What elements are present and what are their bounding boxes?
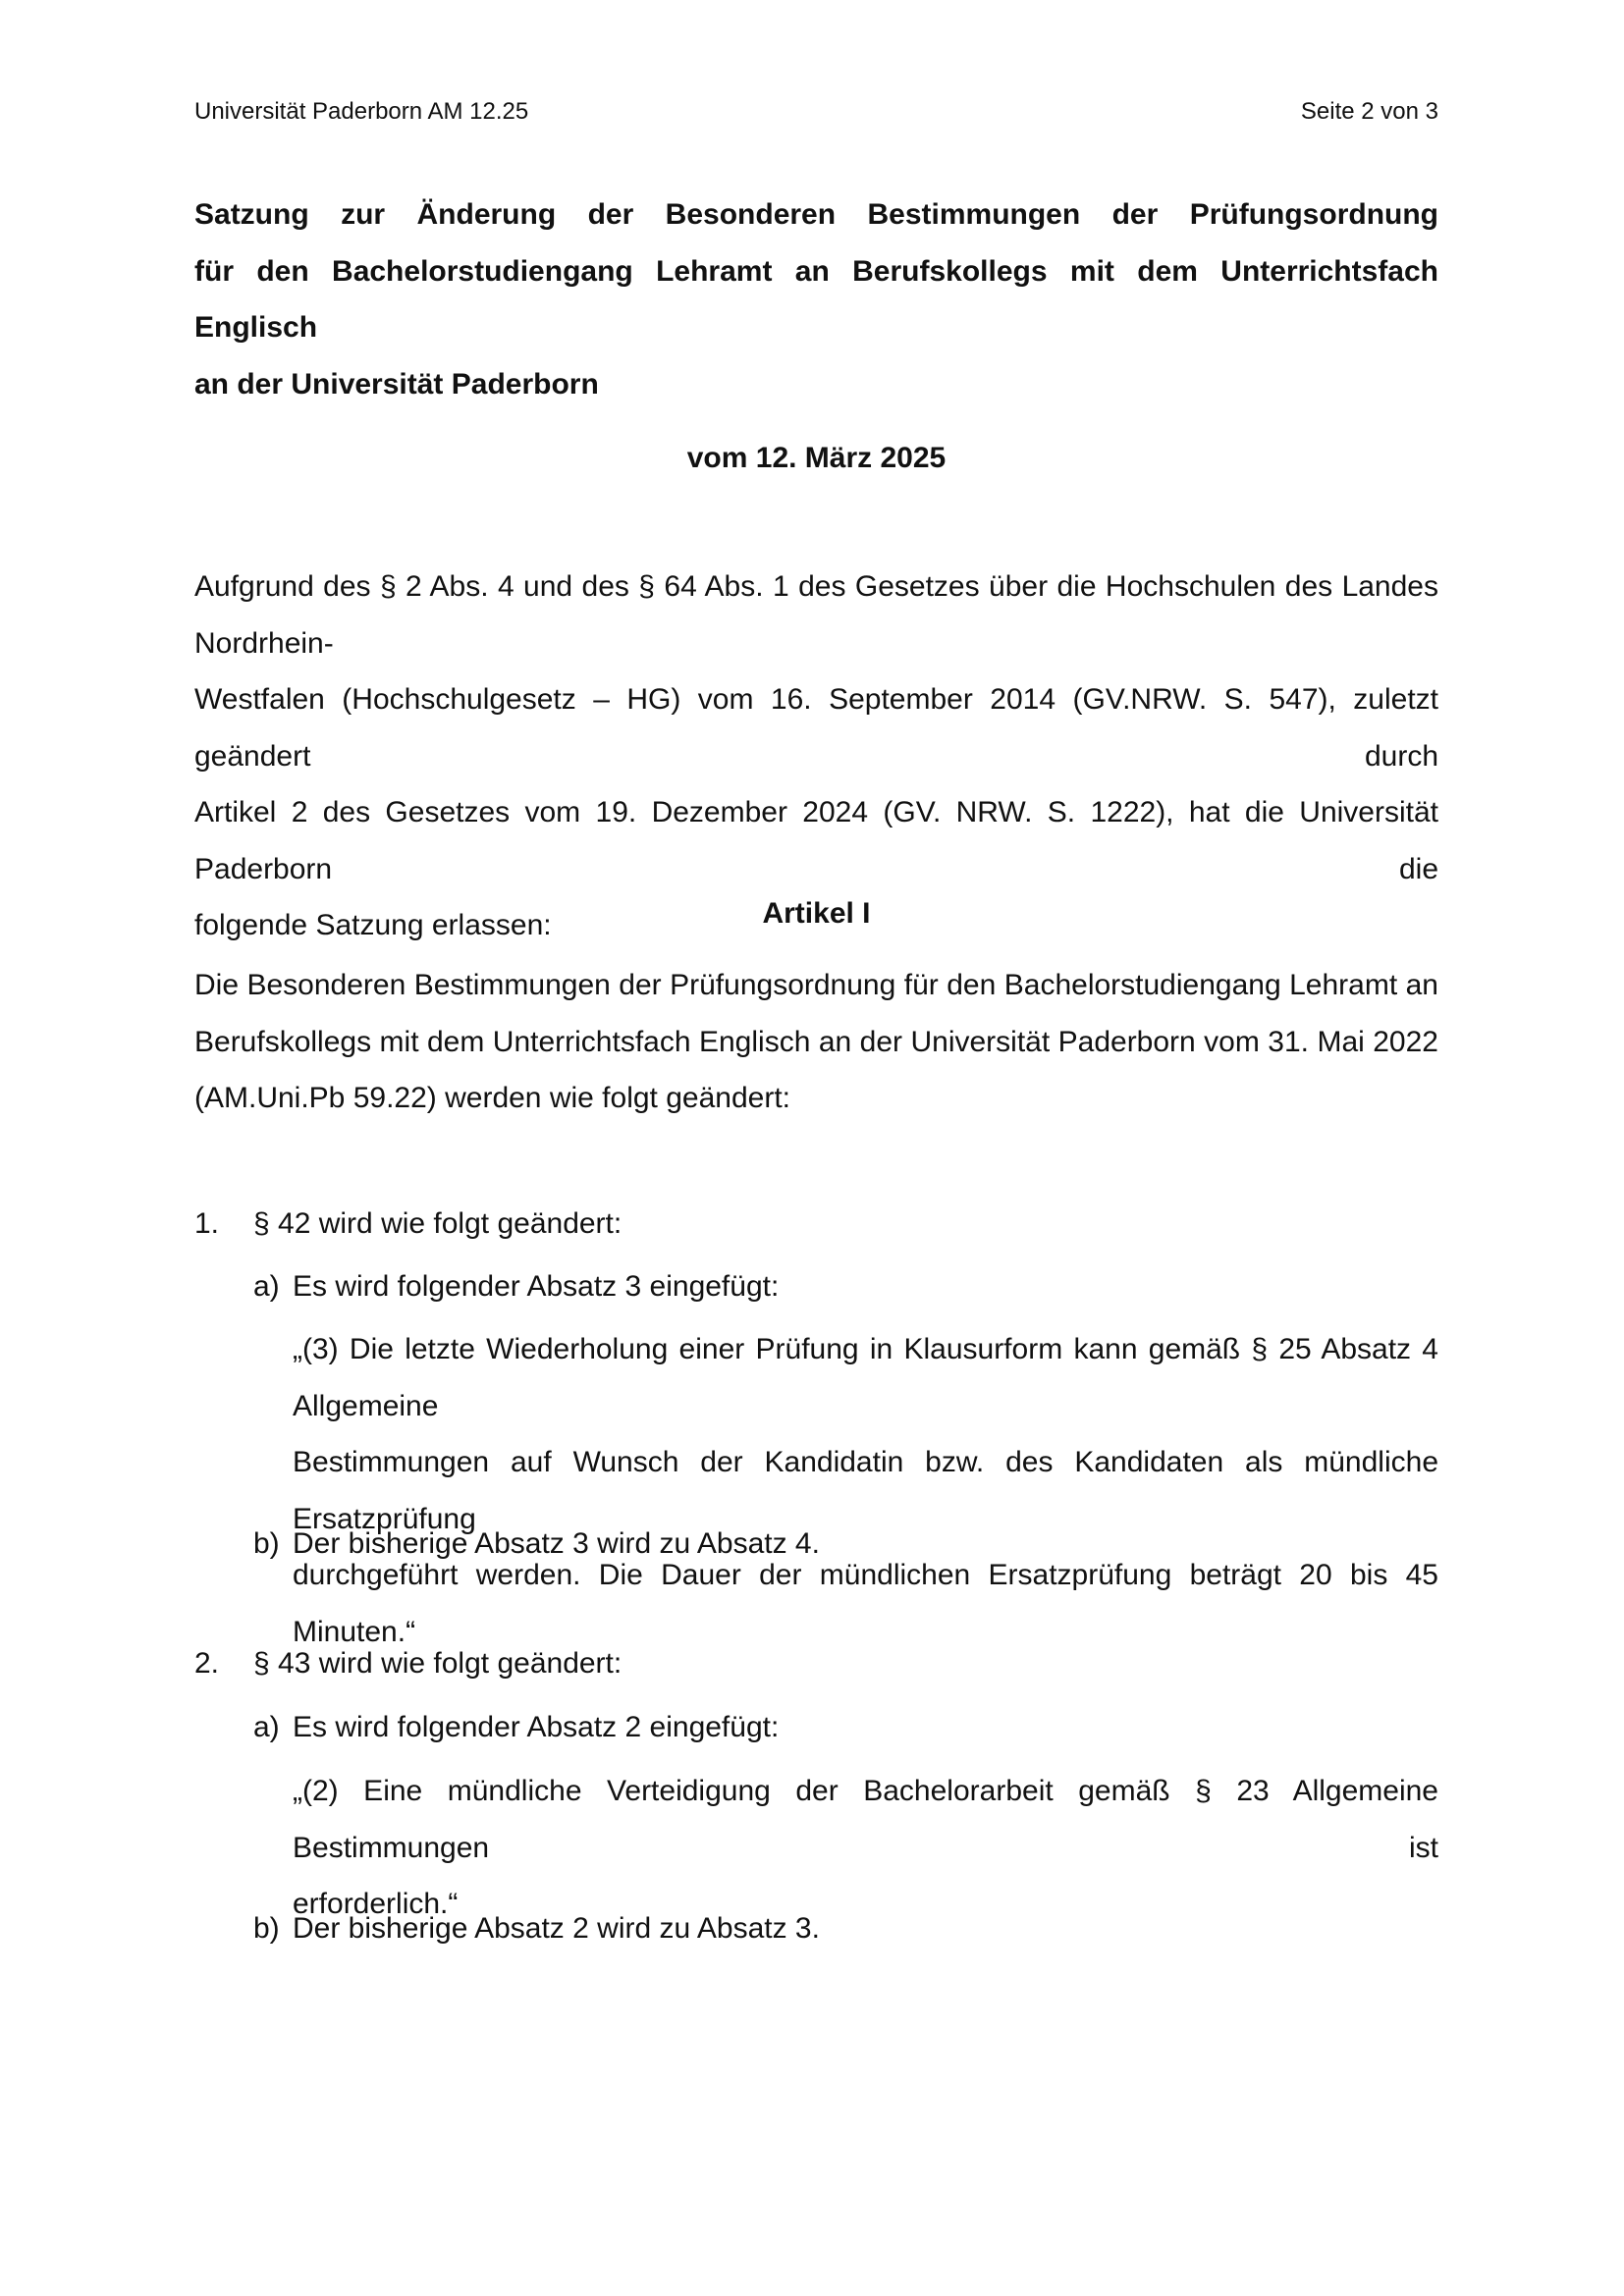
list-item-number: 2. [194, 1647, 220, 1680]
page-header-left: Universität Paderborn AM 12.25 [194, 98, 529, 125]
preamble-line-4: folgende Satzung erlassen: [194, 909, 552, 941]
sub-item-text: Es wird folgender Absatz 3 eingefügt: [293, 1270, 780, 1303]
title-line-3: an der Universität Paderborn [194, 367, 599, 400]
intro-line-1: Die Besonderen Bestimmungen der Prüfungsordnung für den Bachelorstudiengang Lehramt an [194, 969, 1438, 1001]
quote-line-2: erforderlich.“ [293, 1888, 459, 1920]
page-number: Seite 2 von 3 [1300, 98, 1438, 125]
document-title [194, 187, 1438, 412]
quote-line-1: „(2) Eine mündliche Verteidigung der Bachelorarbeit gemäß § 23 Allgemeine Bestimmungen ist [293, 1775, 1438, 1864]
sub-item-text: Der bisherige Absatz 3 wird zu Absatz 4. [293, 1527, 820, 1560]
preamble-line-2: Westfalen (Hochschulgesetz – HG) vom 16. September 2014 (GV.NRW. S. 547), zuletzt geändert durch [194, 683, 1438, 773]
list-item-text: § 43 wird wie folgt geändert: [253, 1647, 623, 1680]
sub-item-letter: b) [253, 1527, 280, 1560]
quote-line-2: Bestimmungen auf Wunsch der Kandidatin bzw. des Kandidaten als mündliche Ersatzprüfung [293, 1446, 1438, 1535]
sub-item-text: Es wird folgender Absatz 2 eingefügt: [293, 1711, 780, 1743]
sub-item-letter: a) [253, 1711, 280, 1743]
intro-line-2: Berufskollegs mit dem Unterrichtsfach Englisch an der Universität Paderborn vom 31. Mai 2022 [194, 1025, 1438, 1058]
list-item-number: 1. [194, 1207, 220, 1240]
inserted-paragraph-quote [293, 1321, 1438, 1660]
sub-item-text: Der bisherige Absatz 2 wird zu Absatz 3. [293, 1912, 820, 1945]
list-item-text: § 42 wird wie folgt geändert: [253, 1207, 623, 1240]
title-line-2: für den Bachelorstudiengang Lehramt an Berufskollegs mit dem Unterrichtsfach Englisch [194, 254, 1438, 344]
title-line-1: Satzung zur Änderung der Besonderen Bestimmungen der Prüfungsordnung [194, 198, 1438, 231]
document-date: vom 12. März 2025 [686, 442, 947, 474]
preamble-line-1: Aufgrund des § 2 Abs. 4 und des § 64 Abs. 1 des Gesetzes über die Hochschulen des Landes Nordrhein- [194, 570, 1438, 660]
preamble-line-3: Artikel 2 des Gesetzes vom 19. Dezember 2024 (GV. NRW. S. 1222), hat die Universität Paderborn die [194, 796, 1438, 885]
intro-line-3: (AM.Uni.Pb 59.22) werden wie folgt geändert: [194, 1082, 790, 1114]
quote-line-3: durchgeführt werden. Die Dauer der mündlichen Ersatzprüfung beträgt 20 bis 45 Minuten.“ [293, 1559, 1438, 1648]
article-heading: Artikel I [762, 897, 871, 930]
sub-item-letter: a) [253, 1270, 280, 1303]
article-intro [194, 957, 1438, 1127]
sub-item-letter: b) [253, 1912, 280, 1945]
quote-line-1: „(3) Die letzte Wiederholung einer Prüfung in Klausurform kann gemäß § 25 Absatz 4 Allgemeine [293, 1333, 1438, 1422]
